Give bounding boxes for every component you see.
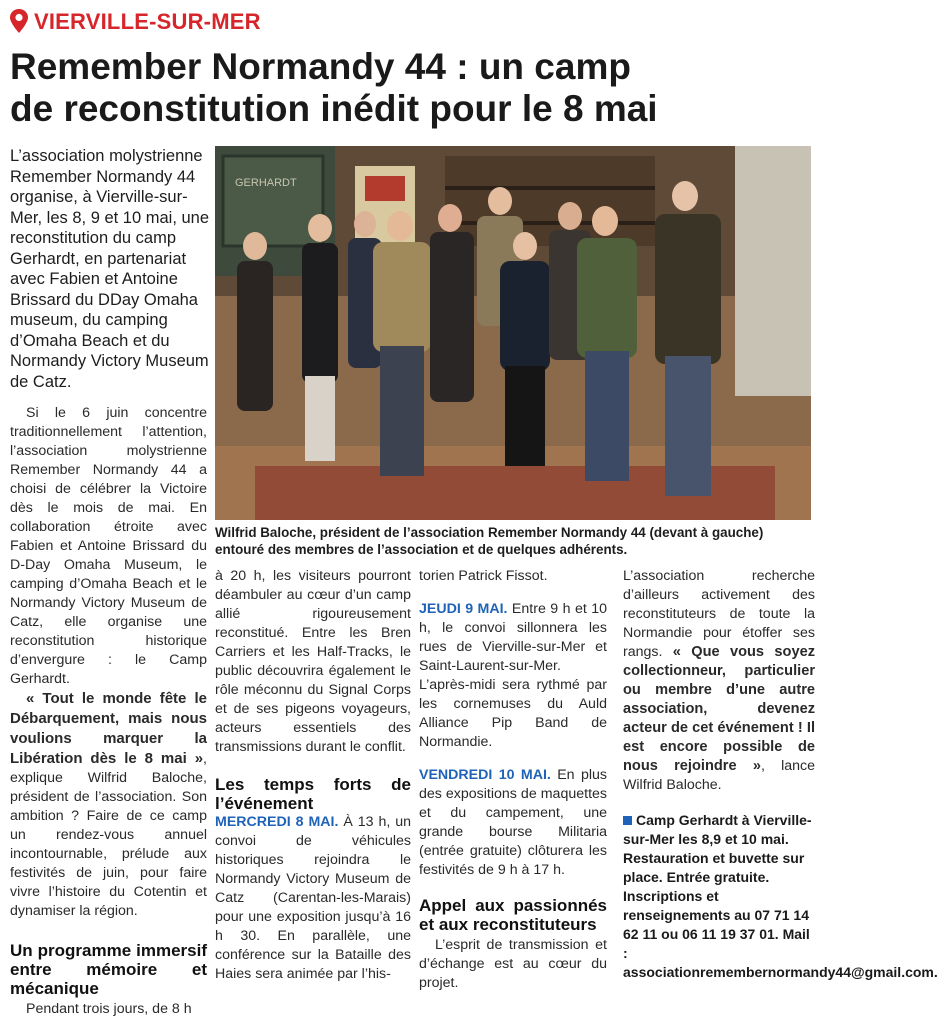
col4-paragraph-1-end: , lance Wilfrid Baloche. [623, 758, 815, 793]
col3-paragraph-2 [419, 766, 607, 880]
camp-sign-text: GERHARDT [235, 177, 297, 189]
col1-paragraph-2 [10, 689, 207, 921]
col3-paragraph-2-text: En plus des expositions de maquettes et du campement, une grande bourse Militaria (entrée gratuite) clôturera les festivités de 9 h à 17 h. [419, 767, 607, 878]
column-1 [10, 404, 207, 1019]
col1-quote: « Tout le monde fête le Débarquement, mais nous voulions marquer la Libération dès le 8 mai » [10, 690, 207, 767]
col2-subhead: Les temps forts de l’événement [215, 775, 411, 813]
info-square-icon [623, 816, 632, 825]
col3-day-label-2: VENDREDI 10 MAI. [419, 767, 551, 783]
col2-paragraph-2-text: À 13 h, un convoi de véhicules historiques rejoindra le Normandy Victory Museum de Catz (Carentan-les-Marais) pour une exposition jusqu’à 16 h 30. En parallèle, une conférence sur la Bataille des Haies sera animée par l’his- [215, 814, 412, 982]
headline-line-2: de reconstitution inédit pour le 8 mai [10, 88, 658, 129]
col3-paragraph-1 [419, 600, 607, 752]
col4-quote: « Que vous soyez collectionneur, particulier ou membre d’une autre association, devenez acteur de cet événement ! Il est encore possible de nous rejoindre » [623, 644, 815, 774]
col1-subhead: Un programme immersif entre mémoire et mécanique [10, 941, 207, 998]
article-headline [10, 46, 820, 130]
col4-paragraph-1-text: L’association recherche d’ailleurs activement des reconstituteurs de toute la Normandie pour étoffer ses rangs. [623, 568, 815, 660]
col3-paragraph-0: torien Patrick Fissot. [419, 568, 548, 584]
col4-info-text: Camp Gerhardt à Vierville-sur-Mer les 8,9 et 10 mai. Restauration et buvette sur place. Entrée gratuite. Inscriptions et renseignements au 07 71 14 62 11 ou 06 11 19 37 01. Mail : associationremembernormandy44@gmail.com. [623, 812, 938, 980]
column-2 [215, 567, 411, 984]
column-4 [623, 567, 938, 982]
column-3 [419, 567, 607, 993]
col3-paragraph-3: L’esprit de transmission et d’échange est au cœur du projet. [419, 937, 607, 991]
col3-day-label-1: JEUDI 9 MAI. [419, 601, 508, 617]
col1-paragraph-1: Si le 6 juin concentre traditionnellement l’attention, l’association molystrienne Remember Normandy 44 a choisi de célébrer la Victoire dès le mois de mai. En collaboration étroite avec Fabien et Antoine Brissard du D-Day Omaha Museum, le camping d’Omaha Beach et le Normandy Victory Museum de Catz, elle organise une reconstitution historique d’envergure : le Camp Gerhardt. [10, 405, 207, 687]
photo-caption: Wilfrid Baloche, président de l’association Remember Normandy 44 (devant à gauche) entouré des membres de l’association et de quelques adhérents. [215, 525, 764, 557]
col2-paragraph-1: à 20 h, les visiteurs pourront déambuler au cœur d’un camp allié rigoureusement reconstitué. Entre les Bren Carriers et les Half-Tracks, le public découvrira également le rôle méconnu du Signal Corps et de ses pigeons voyageurs, acteurs essentiels des transmissions durant le conflit. [215, 568, 411, 755]
col4-info-box [623, 811, 938, 982]
group-photo [215, 146, 811, 520]
col2-paragraph-2 [215, 813, 411, 984]
article-lede: L’association molystrienne Remember Normandy 44 organise, à Vierville-sur-Mer, les 8, 9 et 10 mai, une reconstitution du camp Gerhardt, en partenariat avec Fabien et Antoine Brissard du DDay Omaha museum, du camping d’Omaha Beach et du Normandy Victory Museum de Catz. [10, 147, 210, 391]
col2-day-label: MERCREDI 8 MAI. [215, 814, 339, 830]
col4-paragraph-1 [623, 567, 815, 795]
col1-paragraph-2-text: , explique Wilfrid Baloche, président de l’association. Son ambition ? Faire de ce camp un rendez-vous annuel incontournable, prélude aux festivités de juin, pour faire vivre l’histoire du Cotentin et dynamiser la région. [10, 751, 207, 919]
headline-line-1: Remember Normandy 44 : un camp [10, 46, 631, 87]
col3-subhead: Appel aux passionnés et aux reconstituteurs [419, 896, 607, 934]
col1-paragraph-3: Pendant trois jours, de 8 h [26, 1001, 192, 1017]
location-label: VIERVILLE-SUR-MER [34, 9, 261, 34]
location-pin-icon [9, 8, 29, 34]
col3-paragraph-1-text: Entre 9 h et 10 h, le convoi sillonnera les rues de Vierville-sur-Mer et Saint-Laurent-sur-Mer. L’après-midi sera rythmé par les cornemuses du Auld Alliance Pip Band de Normandie. [419, 601, 607, 750]
